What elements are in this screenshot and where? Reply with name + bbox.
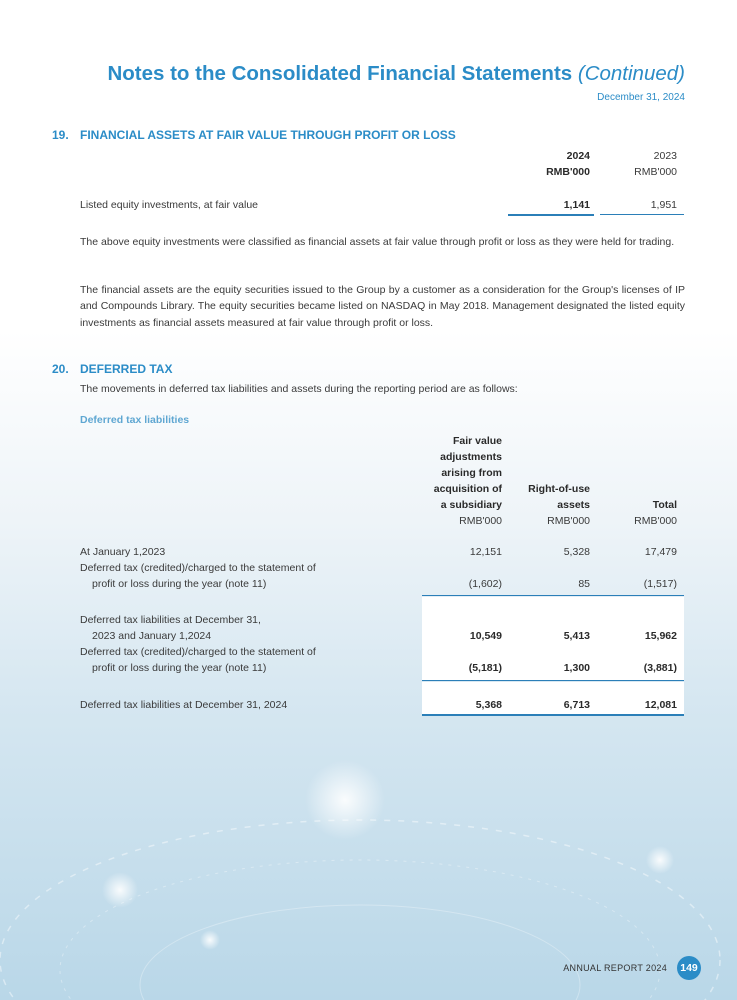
row-2024-movement-col3: (3,881) bbox=[643, 662, 677, 674]
total-double-line bbox=[422, 714, 684, 716]
note-19-number: 19. bbox=[52, 128, 69, 142]
deferred-tax-liabilities-subheading: Deferred tax liabilities bbox=[80, 414, 190, 426]
col2-header-line2: assets bbox=[557, 499, 590, 511]
subtotal-line-2 bbox=[422, 680, 684, 681]
row-2023-movement-col1: (1,602) bbox=[468, 578, 502, 590]
page-number-badge: 149 bbox=[677, 956, 701, 980]
listed-equity-2024: 1,141 bbox=[563, 199, 590, 211]
note-20-title: DEFERRED TAX bbox=[80, 362, 173, 376]
col3-unit: RMB'000 bbox=[634, 515, 677, 527]
footer-report-name: ANNUAL REPORT 2024 bbox=[563, 963, 667, 973]
row-2023-movement-col3: (1,517) bbox=[643, 578, 677, 590]
row-2023-movement-col2: 85 bbox=[578, 578, 590, 590]
underline-2023 bbox=[600, 214, 684, 215]
page-title: Notes to the Consolidated Financial Statements (Continued) bbox=[107, 62, 685, 85]
note-19-title: FINANCIAL ASSETS AT FAIR VALUE THROUGH PROFIT OR LOSS bbox=[80, 128, 456, 142]
page-title-suffix: (Continued) bbox=[577, 62, 685, 85]
col-2024-unit: RMB'000 bbox=[546, 166, 590, 178]
row-jan-2023-label: At January 1,2023 bbox=[80, 546, 166, 558]
row-2023-movement-label-2: profit or loss during the year (note 11) bbox=[92, 578, 267, 590]
row-2023-movement-label-1: Deferred tax (credited)/charged to the statement of bbox=[80, 562, 316, 574]
row-dec-2023-label-1: Deferred tax liabilities at December 31, bbox=[80, 614, 261, 626]
row-dec-2024-label: Deferred tax liabilities at December 31, 2024 bbox=[80, 699, 288, 711]
row-2024-movement-col1: (5,181) bbox=[468, 662, 502, 674]
note-19-paragraph-2: The financial assets are the equity securities issued to the Group by a customer as a consideration for the Group's licenses of IP and Compounds Library. The equity securities became listed on NASDAQ in May 2018. Management designated the listed equity investments as financial assets measured at fair value through profit or loss. bbox=[80, 284, 685, 329]
note-20-number: 20. bbox=[52, 362, 69, 376]
col2-header-line1: Right-of-use bbox=[528, 483, 590, 495]
row-dec-2023-col1: 10,549 bbox=[469, 630, 502, 642]
col1-header-line5: a subsidiary bbox=[440, 499, 502, 511]
note-19-heading bbox=[52, 128, 456, 142]
col1-header-line1: Fair value bbox=[452, 435, 502, 447]
col2-unit: RMB'000 bbox=[547, 515, 590, 527]
col1-header-line4: acquisition of bbox=[433, 483, 502, 495]
page-date: December 31, 2024 bbox=[597, 92, 685, 103]
col1-header-line2: adjustments bbox=[440, 451, 502, 463]
note-20-intro: The movements in deferred tax liabilities and assets during the reporting period are as follows: bbox=[80, 383, 518, 395]
row-2024-movement-label-1: Deferred tax (credited)/charged to the statement of bbox=[80, 646, 316, 658]
row-jan-2023-col1: 12,151 bbox=[469, 546, 502, 558]
row-jan-2023-col2: 5,328 bbox=[563, 546, 590, 558]
col1-header-line3: arising from bbox=[441, 467, 502, 479]
note-19-paragraph-1: The above equity investments were classified as financial assets at fair value through profit or loss as they were held for trading. bbox=[80, 236, 675, 248]
row-2024-movement-label-2: profit or loss during the year (note 11) bbox=[92, 662, 267, 674]
underline-2024 bbox=[508, 214, 594, 216]
col3-header: Total bbox=[652, 499, 677, 511]
listed-equity-2023: 1,951 bbox=[650, 199, 677, 211]
row-dec-2023-label-2: 2023 and January 1,2024 bbox=[92, 630, 212, 642]
row-dec-2024-col1: 5,368 bbox=[475, 699, 502, 711]
row-2024-movement-col2: 1,300 bbox=[563, 662, 590, 674]
row-dec-2023-col2: 5,413 bbox=[563, 630, 590, 642]
subtotal-line-1 bbox=[422, 595, 684, 596]
row-jan-2023-col3: 17,479 bbox=[644, 546, 677, 558]
note-20-heading bbox=[52, 362, 172, 376]
listed-equity-label: Listed equity investments, at fair value bbox=[80, 199, 259, 211]
col-2023-year: 2023 bbox=[653, 150, 677, 162]
row-dec-2024-col2: 6,713 bbox=[563, 699, 590, 711]
col-2024-year: 2024 bbox=[566, 150, 590, 162]
row-dec-2023-col3: 15,962 bbox=[644, 630, 677, 642]
row-dec-2024-col3: 12,081 bbox=[644, 699, 677, 711]
col-2023-unit: RMB'000 bbox=[634, 166, 677, 178]
col1-unit: RMB'000 bbox=[459, 515, 502, 527]
